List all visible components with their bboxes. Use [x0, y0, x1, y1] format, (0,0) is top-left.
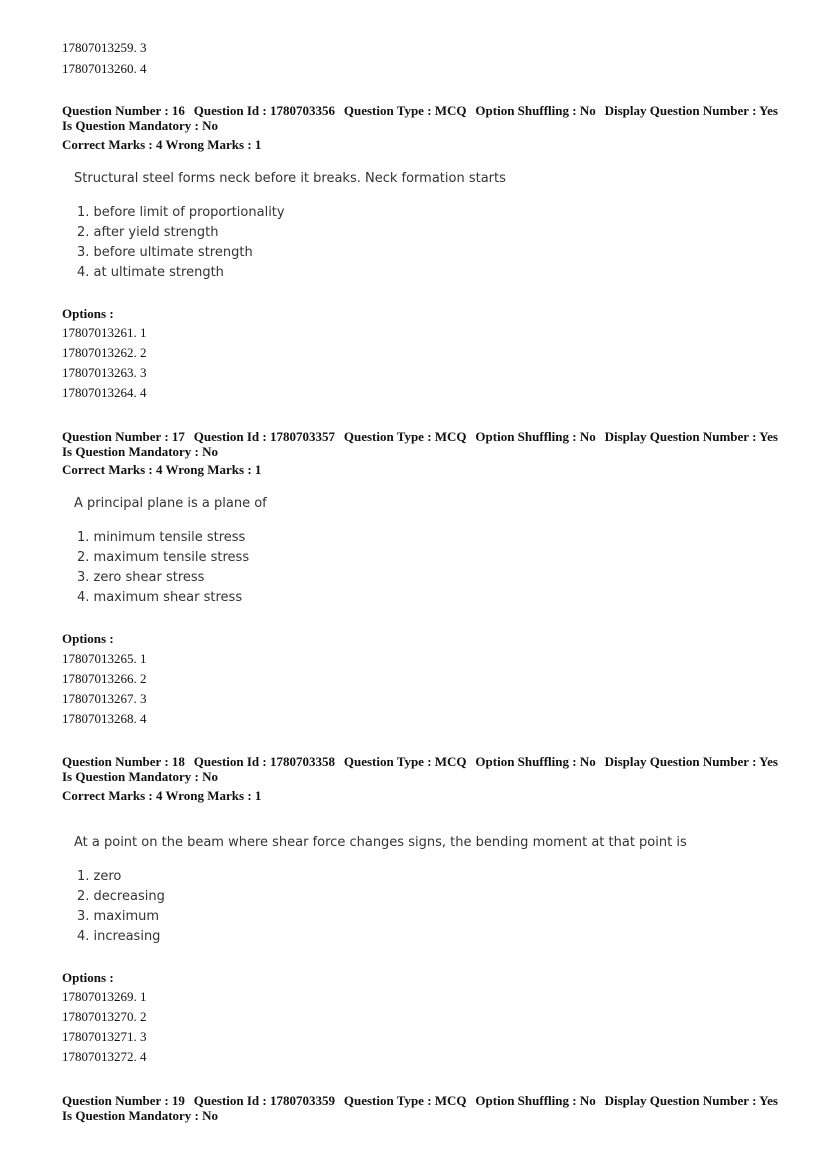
option-id-line: 17807013259. 3 — [62, 40, 147, 55]
question-text: A principal plane is a plane of — [74, 496, 267, 511]
question-type: Question Type : MCQ — [343, 1093, 467, 1108]
display-question-number: Display Question Number : Yes — [604, 754, 778, 769]
option-id-line: 17807013271. 3 — [62, 1029, 147, 1044]
options-label: Options : — [62, 306, 114, 321]
option-id-line: 17807013262. 2 — [62, 345, 147, 360]
question-type: Question Type : MCQ — [343, 429, 467, 444]
answer-choice: 2. after yield strength — [77, 225, 219, 240]
option-id-line: 17807013264. 4 — [62, 385, 147, 400]
answer-choice: 4. maximum shear stress — [77, 590, 243, 605]
options-label: Options : — [62, 970, 114, 985]
option-id-line: 17807013270. 2 — [62, 1009, 147, 1024]
question-mandatory: Is Question Mandatory : No — [62, 769, 219, 784]
question-header-17 — [62, 429, 778, 459]
question-mandatory: Is Question Mandatory : No — [62, 1108, 219, 1123]
answer-choice: 1. zero — [77, 869, 122, 884]
question-number: Question Number : 16 — [62, 103, 185, 118]
question-header-19 — [62, 1093, 778, 1123]
answer-choice: 1. before limit of proportionality — [77, 205, 285, 220]
answer-choice: 2. decreasing — [77, 889, 165, 904]
display-question-number: Display Question Number : Yes — [604, 429, 778, 444]
option-shuffling: Option Shuffling : No — [475, 103, 596, 118]
question-id: Question Id : 1780703358 — [193, 754, 335, 769]
display-question-number: Display Question Number : Yes — [604, 1093, 778, 1108]
display-question-number: Display Question Number : Yes — [604, 103, 778, 118]
option-id-line: 17807013265. 1 — [62, 651, 147, 666]
answer-choice: 2. maximum tensile stress — [77, 550, 250, 565]
question-header-16 — [62, 103, 778, 133]
question-mandatory: Is Question Mandatory : No — [62, 444, 219, 459]
question-mandatory: Is Question Mandatory : No — [62, 118, 219, 133]
question-id: Question Id : 1780703357 — [193, 429, 335, 444]
option-id-line: 17807013260. 4 — [62, 61, 147, 76]
option-shuffling: Option Shuffling : No — [475, 1093, 596, 1108]
option-id-line: 17807013272. 4 — [62, 1049, 147, 1064]
answer-choice: 4. increasing — [77, 929, 161, 944]
answer-choice: 3. maximum — [77, 909, 160, 924]
options-label: Options : — [62, 631, 114, 646]
option-id-line: 17807013268. 4 — [62, 711, 147, 726]
question-number: Question Number : 18 — [62, 754, 185, 769]
answer-choice: 1. minimum tensile stress — [77, 530, 246, 545]
question-id: Question Id : 1780703356 — [193, 103, 335, 118]
question-marks: Correct Marks : 4 Wrong Marks : 1 — [62, 788, 262, 803]
option-shuffling: Option Shuffling : No — [475, 754, 596, 769]
question-number: Question Number : 19 — [62, 1093, 185, 1108]
option-id-line: 17807013266. 2 — [62, 671, 147, 686]
question-type: Question Type : MCQ — [343, 754, 467, 769]
question-marks: Correct Marks : 4 Wrong Marks : 1 — [62, 462, 262, 477]
answer-choice: 3. zero shear stress — [77, 570, 205, 585]
question-number: Question Number : 17 — [62, 429, 185, 444]
option-id-line: 17807013263. 3 — [62, 365, 147, 380]
question-text: At a point on the beam where shear force changes signs, the bending moment at that point is — [74, 835, 687, 850]
answer-choice: 3. before ultimate strength — [77, 245, 253, 260]
question-text: Structural steel forms neck before it breaks. Neck formation starts — [74, 171, 506, 186]
question-marks: Correct Marks : 4 Wrong Marks : 1 — [62, 137, 262, 152]
option-id-line: 17807013267. 3 — [62, 691, 147, 706]
option-id-line: 17807013261. 1 — [62, 325, 147, 340]
question-type: Question Type : MCQ — [343, 103, 467, 118]
question-header-18 — [62, 754, 778, 784]
option-id-line: 17807013269. 1 — [62, 989, 147, 1004]
question-id: Question Id : 1780703359 — [193, 1093, 335, 1108]
option-shuffling: Option Shuffling : No — [475, 429, 596, 444]
answer-choice: 4. at ultimate strength — [77, 265, 224, 280]
